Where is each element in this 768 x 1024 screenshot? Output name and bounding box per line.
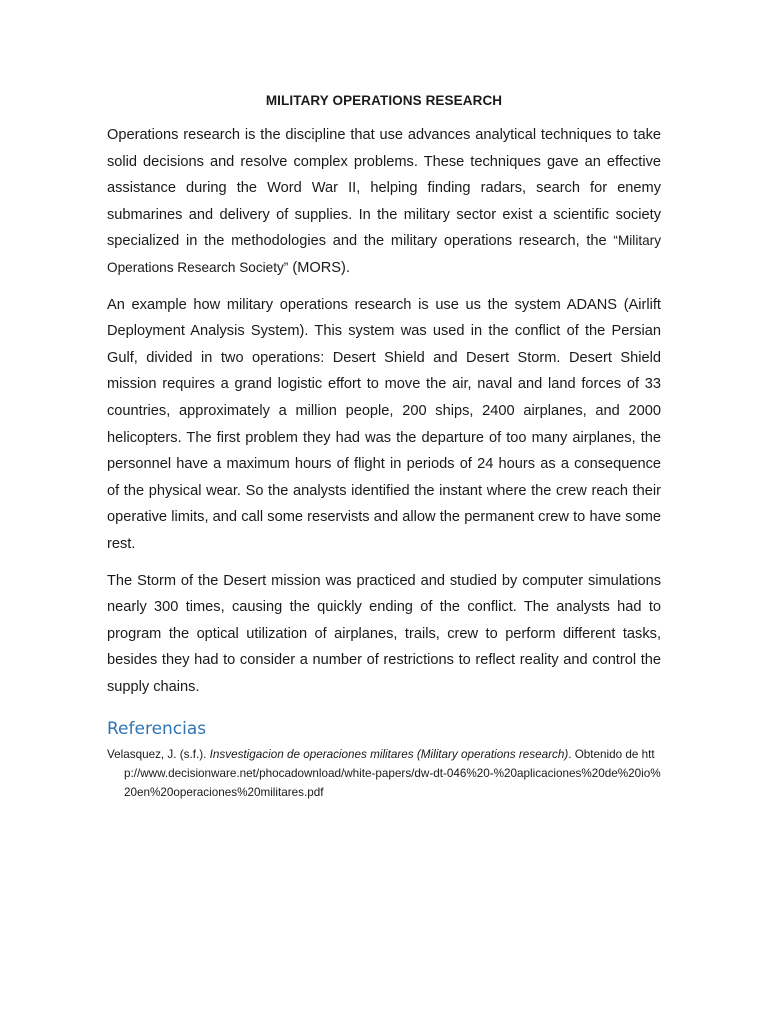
reference-entry bbox=[107, 745, 661, 802]
document-body bbox=[107, 92, 661, 802]
paragraph-1-text: Operations research is the discipline that use advances analytical techniques to take solid decisions and resolve complex problems. These techniques gave an effective assistance during the Word War II, helping finding radars, search for enemy submarines and delivery of supplies. In the military sector exist a scientific society specialized in the methodologies and the military operations research, the bbox=[107, 127, 661, 250]
document-title: MILITARY OPERATIONS RESEARCH bbox=[265, 93, 503, 108]
mors-quote: “Military Operations Research Society” bbox=[107, 233, 661, 275]
paragraph-2: An example how military operations research is use us the system ADANS (Airlift Deployment Analysis System). This system was used in the conflict of the Persian Gulf, divided in two operations: Desert Shield and Desert Storm. Desert Shield mission requires a grand logistic effort to move the air, naval and land forces of 33 countries, approximately a million people, 200 ships, 2400 airplanes, and 2000 helicopters. The first problem they had was the departure of too many airplanes, the personnel have a maximum hours of flight in periods of 24 hours as a consequence of the physical wear. So the analysts identified the instant where the crew reach their operative limits, and call some reservists and allow the permanent crew to have some rest. bbox=[107, 296, 661, 552]
paragraph-3: The Storm of the Desert mission was practiced and studied by computer simulations nearly 300 times, causing the quickly ending of the conflict. The analysts had to program the optical utilization of airplanes, trails, crew to perform different tasks, besides they had to consider a number of restrictions to reflect reality and control the supply chains. bbox=[107, 572, 661, 695]
reference-title: Insvestigacion de operaciones militares (Military operations research) bbox=[209, 748, 569, 762]
paragraph-1-end: (MORS). bbox=[288, 259, 350, 276]
reference-authors: Velasquez, J. (s.f.). bbox=[107, 748, 210, 762]
references-heading: Referencias bbox=[107, 719, 207, 740]
reference-obtained: . Obtenido de bbox=[568, 748, 642, 762]
reference-url[interactable]: http://www.decisionware.net/phocadownload/white-papers/dw-dt-046%20-%20aplicaciones%20de%20io%20en%20operaciones%20militares.pdf bbox=[124, 748, 661, 800]
paragraph-1 bbox=[107, 122, 661, 282]
